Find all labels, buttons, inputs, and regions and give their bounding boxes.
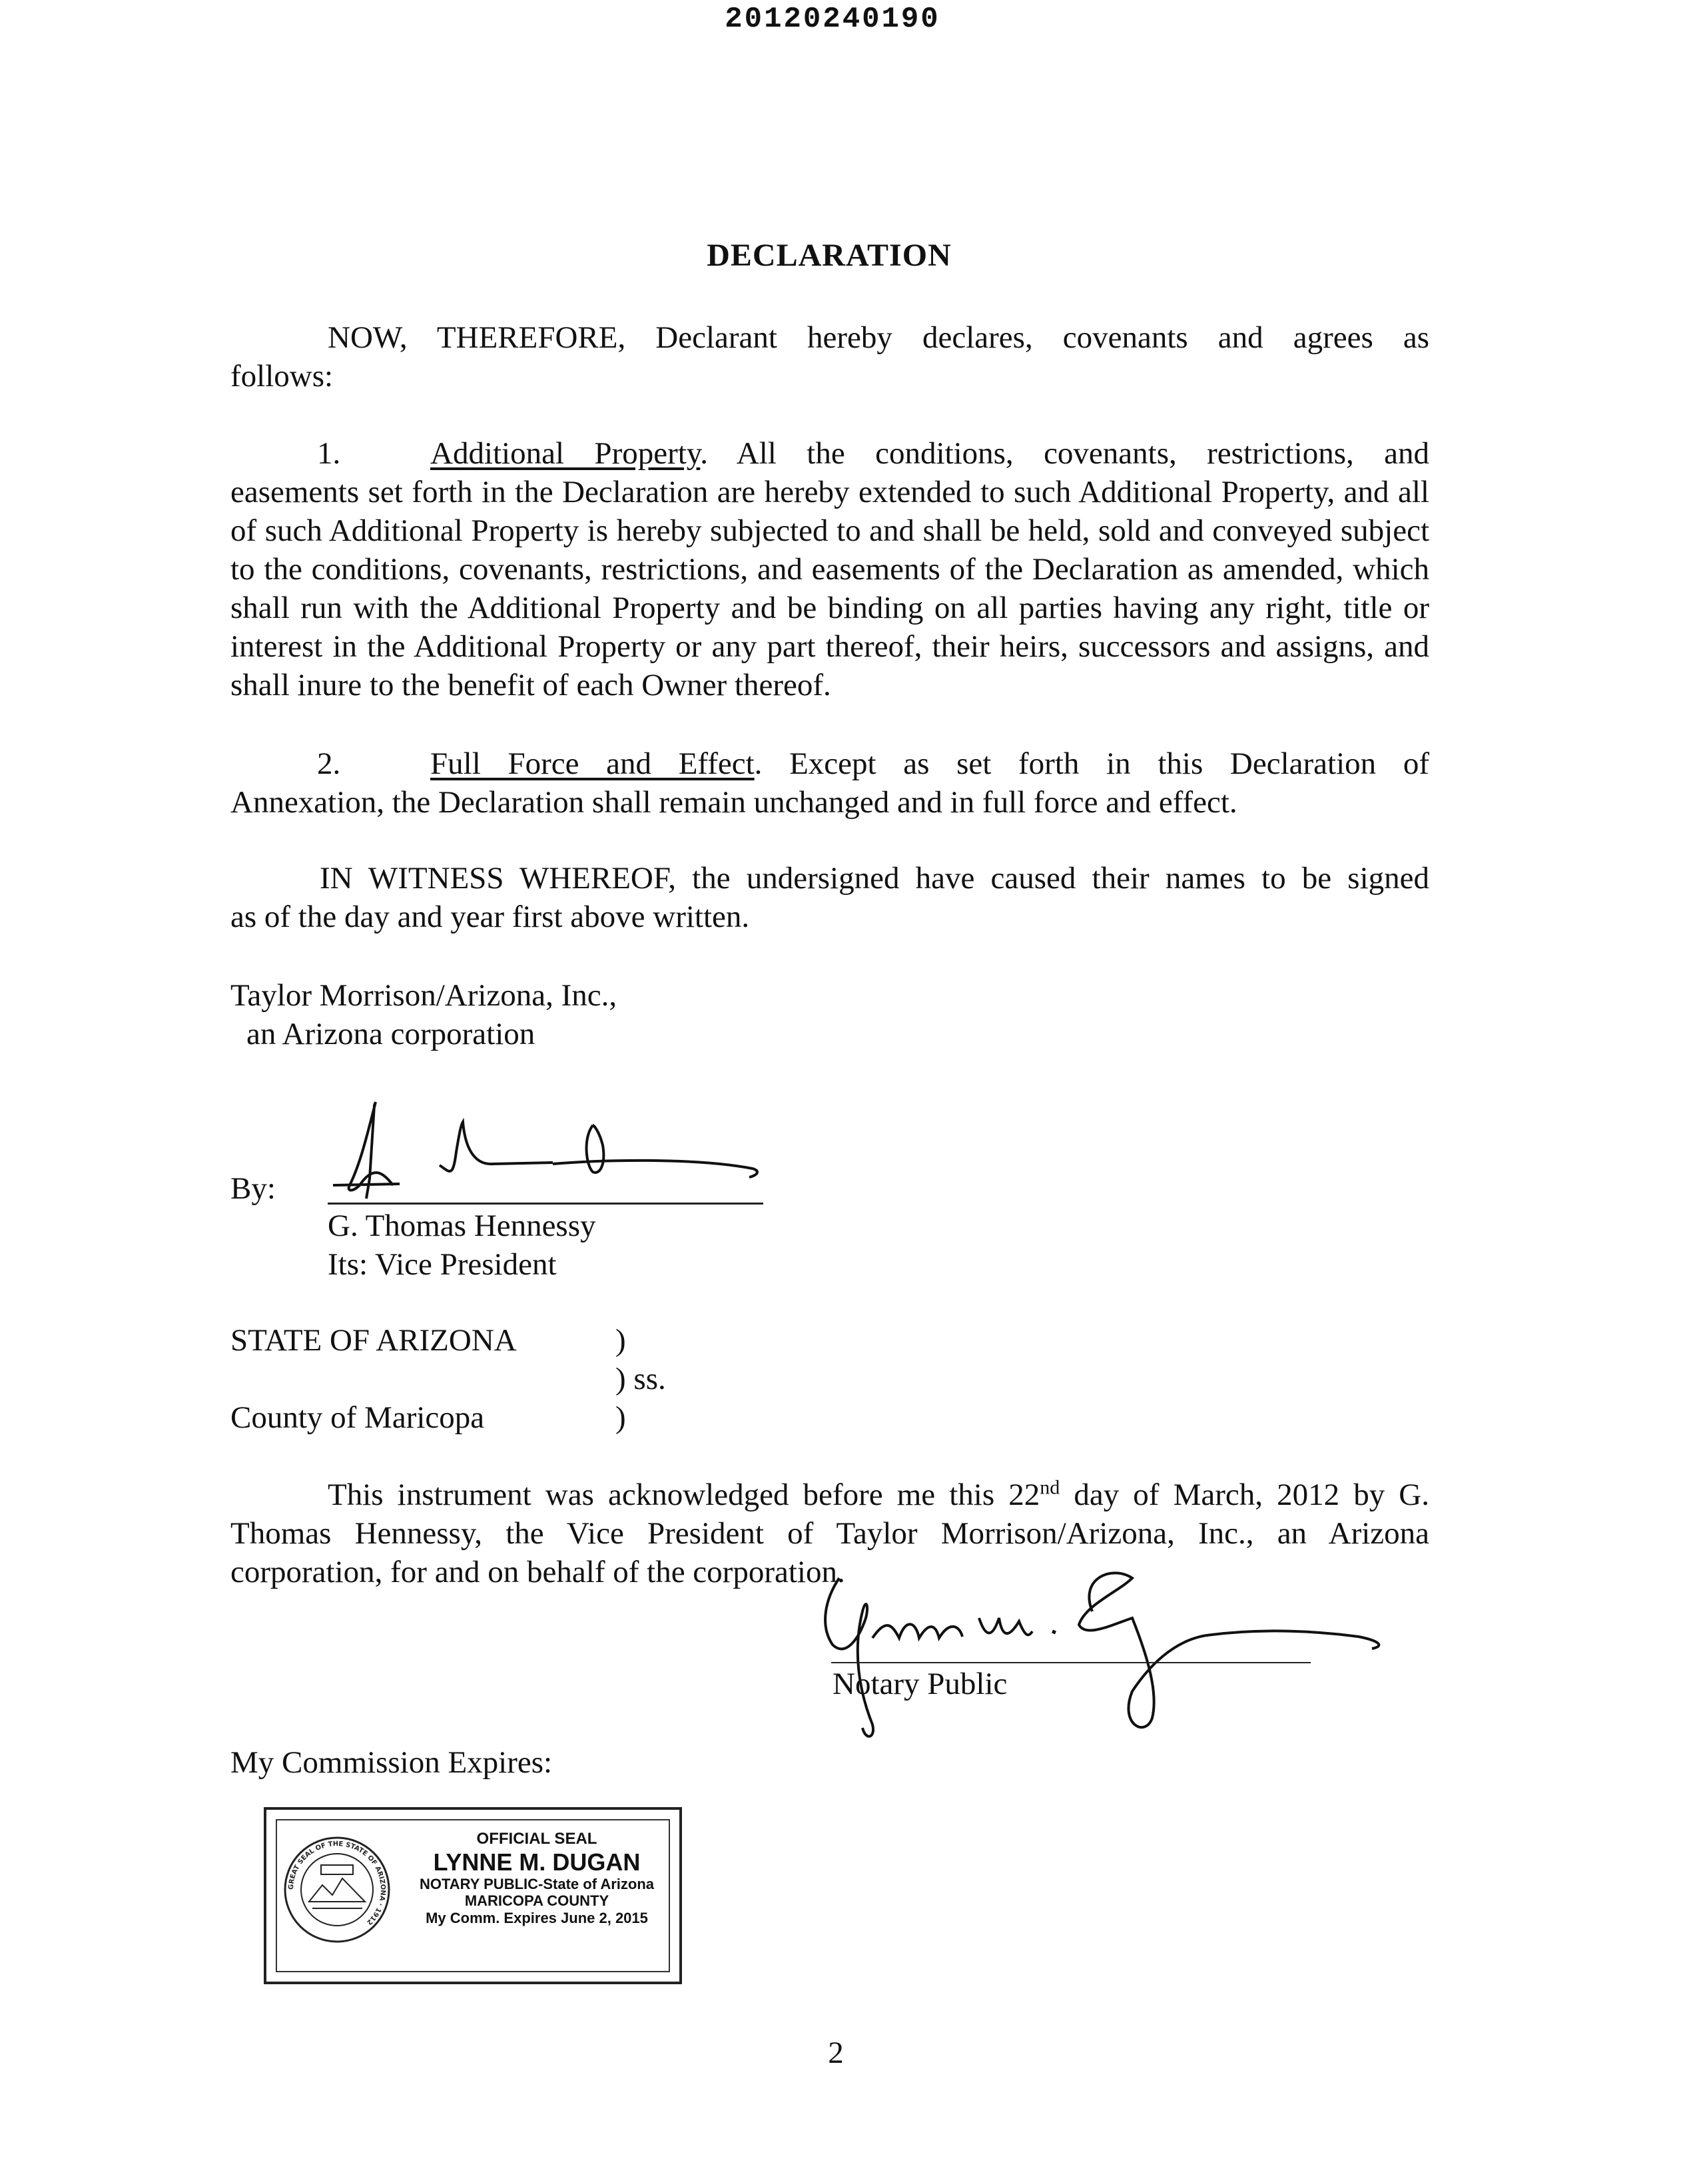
witness-line-1: IN WITNESS WHEREOF, the undersigned have caused their names to be signed — [320, 861, 1429, 896]
section-1-heading: Additional Property — [430, 436, 701, 471]
venue-county: County of Maricopa — [230, 1400, 485, 1435]
section-2-lead — [430, 744, 1429, 783]
signer-name: G. Thomas Hennessy — [328, 1209, 596, 1243]
page-number: 2 — [828, 2036, 844, 2070]
ack-line-1-pre: This instrument was acknowledged before me this 22 — [328, 1478, 1040, 1512]
ack-line-3: corporation, for and on behalf of the corporation. — [230, 1555, 845, 1589]
intro-line-1: NOW, THEREFORE, Declarant hereby declares, covenants and agrees as — [328, 320, 1429, 355]
section-2-lead-rest: . Except as set forth in this Declaration of — [754, 746, 1429, 781]
notary-label: Notary Public — [833, 1667, 1008, 1701]
section-1-lead — [430, 434, 1429, 473]
company-name: Taylor Morrison/Arizona, Inc., — [230, 978, 617, 1013]
section-1-lead-rest: . All the conditions, covenants, restrictions, and — [700, 436, 1430, 471]
signature-line — [328, 1203, 763, 1205]
venue-paren-close: ) — [615, 1400, 626, 1435]
section-2-first-line — [230, 744, 1429, 783]
section-1 — [230, 434, 1429, 704]
seal-line-5: My Comm. Expires June 2, 2015 — [426, 1909, 648, 1926]
ack-ordinal: nd — [1040, 1476, 1060, 1499]
section-2 — [230, 744, 1429, 822]
page-title: DECLARATION — [707, 238, 952, 273]
section-1-body: easements set forth in the Declaration are hereby extended to such Additional Property, and all of such Additional Property is hereby subjected to and shall be held, sold and conveyed subject to the conditions, covenants, restrictions, and easements of the Declaration as amended, which shall run with the Additional Property and be binding on all parties having any right, title or interest in the Additional Property or any part thereof, their heirs, successors and assigns, and shall inure to the benefit of each Owner thereof. — [230, 475, 1429, 702]
official-seal-stamp — [264, 1807, 682, 1984]
document-number: 20120240190 — [725, 3, 940, 36]
intro-line-2: follows: — [230, 359, 334, 394]
venue-state: STATE OF ARIZONA — [230, 1323, 517, 1358]
venue-ss: ) ss. — [615, 1362, 666, 1396]
section-1-first-line — [230, 434, 1429, 473]
witness-line-2: as of the day and year first above written. — [230, 900, 750, 934]
seal-line-2: LYNNE M. DUGAN — [433, 1848, 641, 1876]
signer-signature — [320, 1085, 786, 1212]
ack-line-1-post: day of March, 2012 by G. — [1060, 1478, 1429, 1512]
signer-title: Its: Vice President — [328, 1247, 557, 1282]
seal-text-block — [397, 1824, 677, 1926]
seal-inner-frame — [276, 1819, 670, 1972]
venue-paren-open: ) — [615, 1323, 626, 1358]
notary-signature — [799, 1558, 1439, 1751]
commission-label: My Commission Expires: — [230, 1745, 553, 1780]
by-label: By: — [230, 1171, 276, 1206]
section-2-number: 2. — [317, 746, 341, 781]
section-2-heading: Full Force and Effect — [430, 746, 755, 781]
section-2-body: Annexation, the Declaration shall remain unchanged and in full force and effect. — [230, 785, 1237, 820]
seal-line-4: MARICOPA COUNTY — [464, 1892, 609, 1910]
section-1-number: 1. — [317, 436, 341, 471]
seal-emblem-text: GREAT SEAL OF THE STATE OF ARIZONA · 1912 — [287, 1840, 387, 1926]
seal-line-1: OFFICIAL SEAL — [476, 1830, 597, 1848]
ack-line-2: Thomas Hennessy, the Vice President of Taylor Morrison/Arizona, Inc., an Arizona — [230, 1516, 1429, 1551]
state-seal-emblem — [282, 1835, 392, 1944]
company-type: an Arizona corporation — [246, 1017, 535, 1051]
notary-line — [831, 1662, 1311, 1663]
ack-line-1 — [328, 1476, 1429, 1514]
seal-line-3: NOTARY PUBLIC-State of Arizona — [419, 1875, 654, 1892]
